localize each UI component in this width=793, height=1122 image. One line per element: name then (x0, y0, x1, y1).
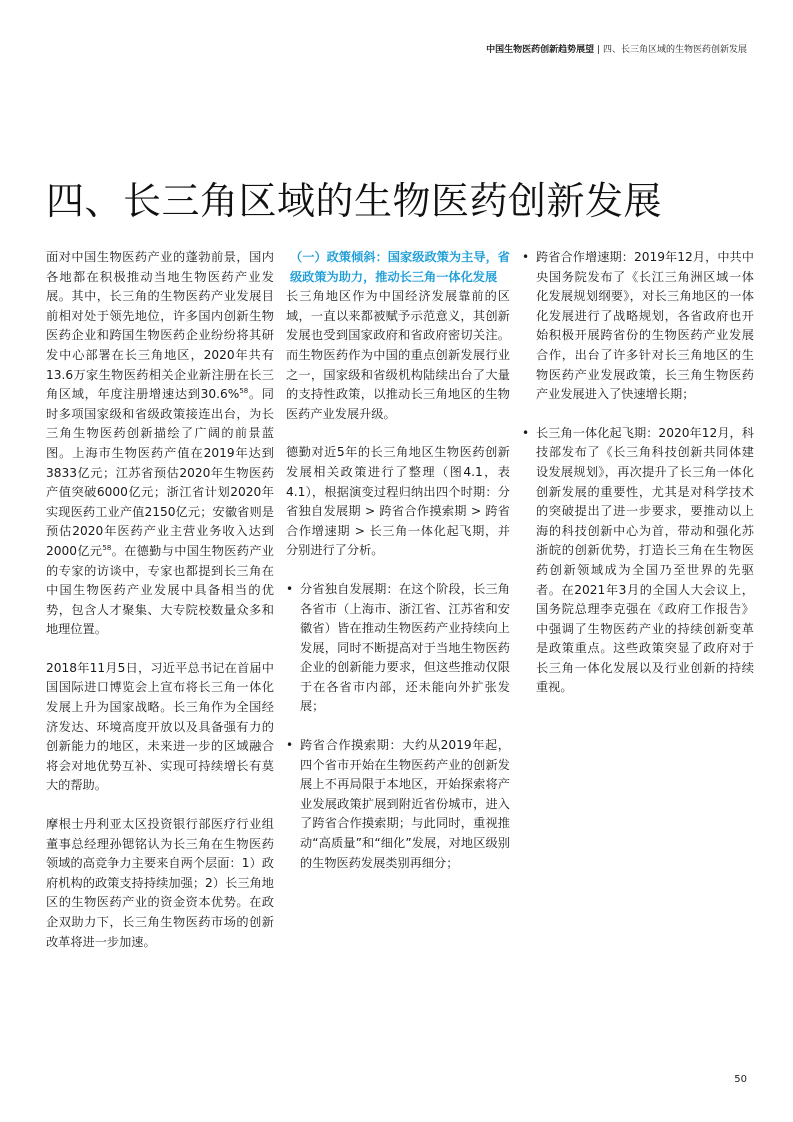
page-title: 四、长三角区域的生物医药创新发展 (46, 179, 663, 223)
intro-text-b: 。同时多项国家级和省级政策接连出台，为长三角生物医药创新描绘了广阔的前景蓝图。上海市生物医药产值在2019年达到3833亿元；江苏省预估2020年生物医药产值突破6000亿元；浙江省计划2020年实现医药工业产值2150亿元；安徽省则是预估2020年医药产业主营业务收入达到2000亿元 (46, 387, 274, 558)
list-item (522, 424, 754, 698)
bullet-dot: • (522, 250, 530, 264)
bullet-text: 分省独自发展期：在这个阶段，长三角各省市（上海市、浙江省、江苏省和安徽省）皆在推动生物医药产业持续向上发展，同时不断提高对于当地生物医药企业的创新能力要求，但这些推动仅限于在各省市内部，还未能向外扩张发展； (300, 581, 510, 714)
header-section: 四、长三角区域的生物医药创新发展 (602, 45, 747, 55)
bullet-dot: • (286, 581, 294, 596)
page-number: 50 (734, 1074, 747, 1085)
column-right (522, 248, 754, 717)
paragraph-periods: 德勤对近5年的长三角地区生物医药创新发展相关政策进行了整理（图4.1，表4.1），根据演变过程归纳出四个时期：分省独自发展期 > 跨省合作摸索期 > 跨省合作增速期 > 长三角一体化起飞期，并分别进行了分析。 (286, 445, 510, 558)
paragraph-strategy: 2018年11月5日，习近平总书记在首届中国国际进口博览会上宣布将长三角一体化发展上升为国家战略。长三角作为全国经济发达、环境高度开放以及具备强有力的创新能力的地区，未来进一步的区域融合将会对地优势互补、实现可持续增长有莫大的帮助。 (46, 660, 274, 793)
paragraph-intro (46, 248, 274, 640)
column-middle (286, 248, 510, 892)
bullet-text: 跨省合作增速期：2019年12月，中共中央国务院发布了《长江三角洲区域一体化发展规划纲要》，对长三角地区的一体化发展进行了战略规划，各省政府也开始积极开展跨省份的生物医药产业发展合作，出台了许多针对长三角地区的生物医药产业发展政策，长三角生物医药产业发展进入了快速增长期； (536, 250, 754, 402)
bullet-text: 跨省合作摸索期：大约从2019年起，四个省市开始在生物医药产业的创新发展上不再局限于本地区，开始探索将产业发展政策扩展到附近省份城市，进入了跨省合作摸索期；与此同时，重视推动“高质量”和“细化”发展，对地区级别的生物医药发展类别再细分； (300, 738, 510, 870)
paragraph-expert: 摩根士丹利亚太区投资银行部医疗行业组董事总经理孙锶铭认为长三角在生物医药领域的高竞争力主要来自两个层面：1）政府机构的政策支持持续加强；2）长三角地区的生物医药产业的资金资本优势。在政企双助力下，长三角生物医药市场的创新改革将进一步加速。 (46, 817, 274, 949)
bullet-dot: • (286, 738, 294, 753)
header-separator: | (597, 45, 601, 55)
footnote-ref: 58 (102, 543, 112, 552)
paragraph-policy: 长三角地区作为中国经济发展靠前的区域，一直以来都被赋予示范意义，其创新发展也受到国家政府和省政府密切关注。而生物医药作为中国的重点创新发展行业之一，国家级和省级机构陆续出台了大量的支持性政策，以推动长三角地区的生物医药产业发展升级。 (286, 289, 510, 421)
intro-text-a: 面对中国生物医药产业的蓬勃前景，国内各地都在积极推动当地生物医药产业发展。其中，长三角的生物医药产业发展目前相对处于领先地位，许多国内创新生物医药企业和跨国生物医药企业纷纷将其研发中心部署在长三角地区，2020年共有13.6万家生物医药相关企业新注册在长三角区域，年度注册增速达到30.6% (46, 250, 274, 402)
list-item (286, 580, 510, 717)
column-left (46, 248, 274, 971)
intro-text-c: 。在德勤与中国生物医药产业的专家的访谈中，专家也都提到长三角在中国生物医药产业发展中具备相当的优势，包含人才聚集、大专院校数量众多和地理位置。 (46, 543, 274, 637)
footnote-ref: 58 (239, 387, 249, 396)
bullet-text: 长三角一体化起飞期：2020年12月，科技部发布了《长三角科技创新共同体建设发展规划》，再次提升了长三角一体化创新发展的重要性，尤其是对科学技术的突破提出了进一步要求，要推动以上海的科技创新中心为首，带动和强化苏浙皖的创新优势，打造长三角在生物医药创新领域成为全国乃至世界的先驱者。在2021年3月的全国人大会议上，国务院总理李克强在《政府工作报告》中强调了生物医药产业的持续创新变革是政策重点。这些政策突显了政府对于长三角一体化发展以及行业创新的持续重视。 (536, 425, 754, 695)
section-heading: （一）政策倾斜：国家级政策为主导，省级政策为助力，推动长三角一体化发展 (290, 250, 510, 284)
bullet-dot: • (522, 425, 530, 440)
list-item (286, 736, 510, 873)
list-item (522, 248, 754, 405)
header-report-title: 中国生物医药创新趋势展望 (486, 45, 595, 55)
running-header (486, 42, 747, 55)
